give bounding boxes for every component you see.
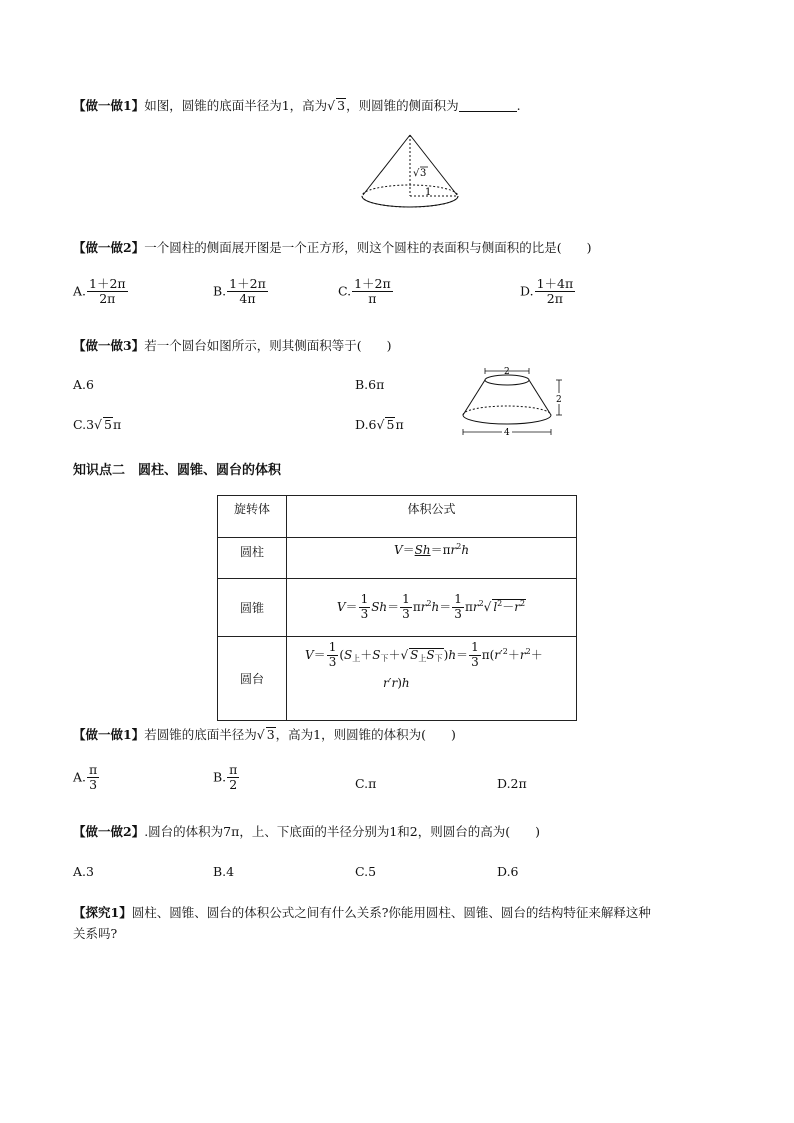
q3-option-c[interactable]: C.3√ 5π [73, 417, 122, 432]
explore-line-1 [73, 903, 651, 921]
question-text: 若圆锥的底面半径为 [144, 727, 257, 742]
frustum-figure [455, 362, 565, 440]
q5-option-d[interactable]: D.6 [497, 864, 519, 879]
cone-height-label: 3 [420, 168, 427, 179]
option-label: A. [73, 283, 87, 299]
option-label: D. [520, 283, 534, 299]
q3-option-a[interactable]: A.6 [73, 377, 94, 392]
sqrt-value: 3 [337, 98, 346, 113]
frustum-top-label: 2 [504, 367, 510, 377]
cone-radius-label: 1 [425, 187, 432, 198]
row-label-frustum: 圆台 [218, 637, 287, 721]
q2-option-c[interactable] [338, 277, 394, 307]
denominator: 2π [546, 291, 563, 307]
explore-tag: 【探究1】 [73, 905, 132, 920]
question-tag: 【做一做3】 [73, 338, 145, 353]
question-1: 【做一做1】如图，圆锥的底面半径为1，高为√ 3，则圆锥的侧面积为 . [73, 98, 521, 113]
numerator: 1＋2π [354, 276, 391, 291]
sqrt-value: 3 [266, 727, 275, 742]
frustum-formula: V＝ $\frac{1}{3}$ ($S_上+S_下+√$ $S_上S_下)h=$ $\frac{1}{3}$ $\pi(r'^2+r^2+$ r′r)h [287, 637, 577, 721]
q5-option-c[interactable]: C.5 [355, 864, 377, 879]
option-label: B. [213, 769, 227, 785]
volume-formula-table [217, 495, 577, 721]
numerator: 1＋4π [536, 276, 574, 291]
numerator: 1＋2π [89, 276, 126, 291]
q4-option-a[interactable] [73, 763, 100, 793]
q3-option-b[interactable]: B.6π [355, 377, 385, 392]
option-label: A. [73, 769, 87, 785]
cone-figure [355, 130, 465, 212]
question-text-2: ，则圆锥的侧面积为 [346, 98, 459, 113]
denominator: 3 [89, 777, 98, 793]
question-text: 若一个圆台如图所示，则其侧面积等于( ) [144, 338, 392, 353]
question-tag: 【做一做2】 [73, 240, 145, 255]
cone-base-front [362, 196, 458, 207]
q5-option-b[interactable]: B.4 [213, 864, 235, 879]
section-title: 知识点二 圆柱、圆锥、圆台的体积 [73, 463, 282, 478]
option-text: D.6 [355, 417, 377, 432]
denominator: 2π [99, 291, 116, 307]
denominator: 2 [229, 777, 238, 793]
q4-option-d[interactable]: D.2π [497, 776, 527, 791]
q2-option-d[interactable] [520, 277, 576, 307]
cylinder-formula: $V=Sh=\pi r^2h$ [287, 538, 577, 579]
option-text-2: π [112, 417, 122, 432]
header-solid: 旋转体 [218, 496, 287, 538]
question-tag: 【做一做1】 [73, 98, 145, 113]
q3-option-d[interactable]: D.6√ 5π [355, 417, 404, 432]
frustum-height-label: 2 [556, 395, 562, 405]
answer-blank [459, 99, 517, 112]
radicand: 5 [386, 417, 395, 432]
table-row [218, 538, 577, 579]
question-text-2: ，高为1，则圆锥的体积为( ) [275, 727, 456, 742]
numerator: 1＋2π [229, 276, 266, 291]
question-2 [73, 238, 591, 256]
frustum-bottom-label: 4 [504, 428, 510, 438]
table-row [218, 579, 577, 637]
table-header-row [218, 496, 577, 538]
q2-option-a[interactable] [73, 277, 129, 307]
svg-text:√: √ [413, 168, 420, 179]
question-text: .圆台的体积为7π，上、下底面的半径分别为1和2，则圆台的高为( ) [144, 824, 541, 839]
table-row [218, 637, 577, 721]
denominator: 4π [239, 291, 256, 307]
period: . [516, 98, 521, 113]
q4-option-c[interactable]: C.π [355, 776, 377, 791]
explore-text: 圆柱、圆锥、圆台的体积公式之间有什么关系?你能用圆柱、圆锥、圆台的结构特征来解释这种 [131, 905, 651, 920]
numerator: π [89, 762, 98, 777]
option-text-2: π [395, 417, 404, 432]
question-5 [73, 822, 540, 840]
denominator: π [368, 291, 377, 307]
question-4: 【做一做1】若圆锥的底面半径为√ 3，高为1，则圆锥的体积为( ) [73, 727, 456, 742]
explore-line-2: 关系吗? [73, 926, 118, 941]
q4-option-b[interactable] [213, 763, 240, 793]
option-label: B. [213, 283, 227, 299]
option-label: C. [338, 283, 352, 299]
numerator: π [229, 762, 238, 777]
question-tag: 【做一做2】 [73, 824, 145, 839]
question-text: 如图，圆锥的底面半径为1，高为 [144, 98, 328, 113]
q5-option-a[interactable]: A.3 [73, 864, 94, 879]
question-tag: 【做一做1】 [73, 727, 145, 742]
row-label-cylinder: 圆柱 [218, 538, 287, 579]
question-text: 一个圆柱的侧面展开图是一个正方形，则这个圆柱的表面积与侧面积的比是( ) [144, 240, 592, 255]
q2-option-b[interactable] [213, 277, 269, 307]
radicand: 5 [104, 417, 112, 432]
option-text: C.3 [73, 417, 95, 432]
cone-formula: V＝ $\frac{1}{3}$ Sh＝ $\frac{1}{3}$ $\pi r^2h=$ $\frac{1}{3}$ $\pi r^2√$ $l^2-r^2$ [287, 579, 577, 637]
row-label-cone: 圆锥 [218, 579, 287, 637]
header-formula: 体积公式 [287, 496, 577, 538]
question-3 [73, 336, 391, 354]
